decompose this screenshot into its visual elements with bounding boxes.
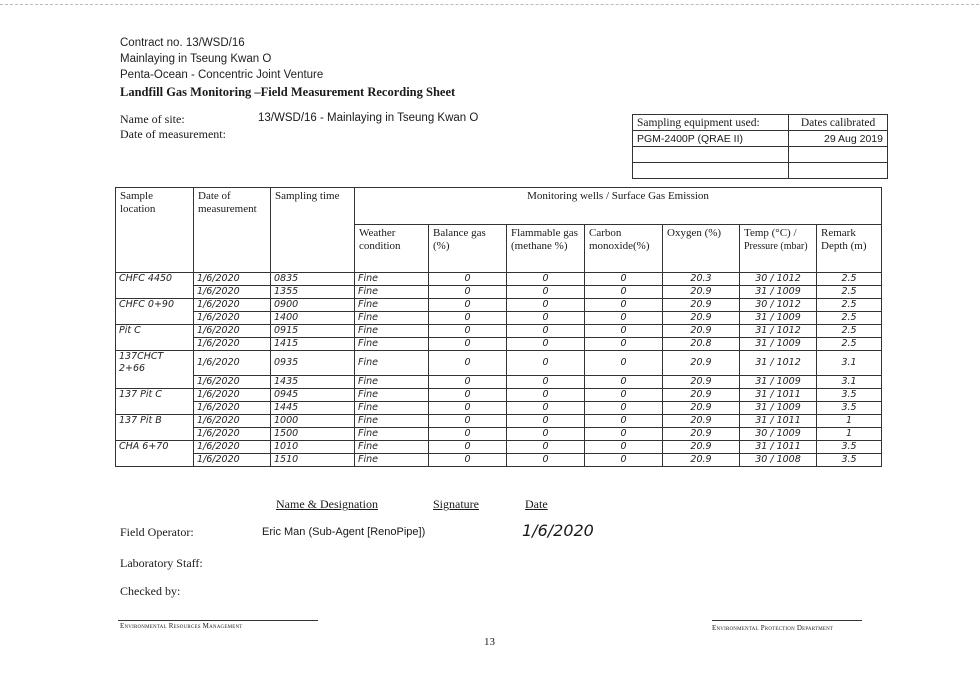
flammable-gas-cell: 0 <box>507 388 585 401</box>
carbon-monoxide-cell: 0 <box>585 427 663 440</box>
balance-gas-cell: 0 <box>429 338 507 351</box>
oxygen-cell: 20.9 <box>663 440 740 453</box>
oxygen-cell: 20.9 <box>663 388 740 401</box>
date-heading: Date <box>525 497 548 511</box>
footer-rule-left <box>118 620 318 621</box>
flammable-gas-cell: 0 <box>507 312 585 325</box>
equipment-table <box>632 114 888 179</box>
carbon-monoxide-cell: 0 <box>585 401 663 414</box>
temp-pressure-cell: 31 / 1011 <box>740 440 817 453</box>
temp-pressure-cell: 31 / 1009 <box>740 338 817 351</box>
col-temp-label: Temp (°C) / <box>744 227 797 240</box>
balance-gas-cell: 0 <box>429 312 507 325</box>
remark-depth-cell: 3.5 <box>817 440 882 453</box>
sample-location-cell <box>116 401 194 414</box>
sampling-time-cell: 1500 <box>271 427 355 440</box>
temp-pressure-cell: 31 / 1011 <box>740 388 817 401</box>
field-operator-date: 1/6/2020 <box>522 521 594 540</box>
oxygen-cell: 20.9 <box>663 325 740 338</box>
measurement-date-cell: 1/6/2020 <box>194 273 271 286</box>
col-weather: Weather condition <box>355 225 429 273</box>
measurement-date-cell: 1/6/2020 <box>194 453 271 466</box>
weather-cell: Fine <box>355 351 429 376</box>
sheet-title: Landfill Gas Monitoring –Field Measurement Recording Sheet <box>120 85 456 99</box>
oxygen-cell: 20.9 <box>663 312 740 325</box>
weather-cell: Fine <box>355 414 429 427</box>
table-row <box>116 401 882 414</box>
measurement-date-cell: 1/6/2020 <box>194 351 271 376</box>
temp-pressure-cell: 31 / 1009 <box>740 312 817 325</box>
table-row <box>116 414 882 427</box>
measurement-date-cell: 1/6/2020 <box>194 427 271 440</box>
weather-cell: Fine <box>355 312 429 325</box>
table-row <box>116 325 882 338</box>
weather-cell: Fine <box>355 453 429 466</box>
weather-cell: Fine <box>355 375 429 388</box>
sample-location-cell <box>116 312 194 325</box>
balance-gas-cell: 0 <box>429 453 507 466</box>
contract-number: Contract no. 13/WSD/16 <box>120 37 245 49</box>
table-row <box>116 351 882 376</box>
sampling-time-cell: 1010 <box>271 440 355 453</box>
weather-cell: Fine <box>355 427 429 440</box>
measurement-date-cell: 1/6/2020 <box>194 286 271 299</box>
balance-gas-cell: 0 <box>429 325 507 338</box>
measurement-date-cell: 1/6/2020 <box>194 414 271 427</box>
flammable-gas-cell: 0 <box>507 338 585 351</box>
temp-pressure-cell: 31 / 1009 <box>740 286 817 299</box>
temp-pressure-cell: 31 / 1009 <box>740 375 817 388</box>
carbon-monoxide-cell: 0 <box>585 273 663 286</box>
sample-location-cell <box>116 375 194 388</box>
page-number: 13 <box>484 636 495 648</box>
sampling-time-cell: 1435 <box>271 375 355 388</box>
col-temp-pressure <box>740 225 817 273</box>
col-flammable-gas: Flammable gas (methane %) <box>507 225 585 273</box>
col-carbon-monoxide: Carbon monoxide(%) <box>585 225 663 273</box>
table-row <box>116 388 882 401</box>
temp-pressure-cell: 31 / 1009 <box>740 401 817 414</box>
flammable-gas-cell: 0 <box>507 325 585 338</box>
laboratory-staff-label: Laboratory Staff: <box>120 556 203 570</box>
carbon-monoxide-cell: 0 <box>585 414 663 427</box>
sampling-time-cell: 1355 <box>271 286 355 299</box>
balance-gas-cell: 0 <box>429 427 507 440</box>
carbon-monoxide-cell: 0 <box>585 325 663 338</box>
sampling-time-cell: 1445 <box>271 401 355 414</box>
carbon-monoxide-cell: 0 <box>585 338 663 351</box>
oxygen-cell: 20.8 <box>663 338 740 351</box>
remark-depth-cell: 2.5 <box>817 325 882 338</box>
remark-depth-cell: 2.5 <box>817 273 882 286</box>
flammable-gas-cell: 0 <box>507 414 585 427</box>
balance-gas-cell: 0 <box>429 375 507 388</box>
empty-cell <box>633 147 789 163</box>
flammable-gas-cell: 0 <box>507 453 585 466</box>
sample-location-cell: CHFC 4450 <box>116 273 194 286</box>
col-oxygen: Oxygen (%) <box>663 225 740 273</box>
temp-pressure-cell: 31 / 1011 <box>740 414 817 427</box>
footer-right: Environmental Protection Department <box>712 624 834 632</box>
remark-depth-cell: 2.5 <box>817 299 882 312</box>
weather-cell: Fine <box>355 325 429 338</box>
balance-gas-cell: 0 <box>429 414 507 427</box>
project-name: Mainlaying in Tseung Kwan O <box>120 53 272 65</box>
carbon-monoxide-cell: 0 <box>585 351 663 376</box>
col-date-of-measurement: Date of measurement <box>194 188 271 273</box>
flammable-gas-cell: 0 <box>507 375 585 388</box>
oxygen-cell: 20.9 <box>663 401 740 414</box>
balance-gas-cell: 0 <box>429 351 507 376</box>
table-row <box>116 299 882 312</box>
temp-pressure-cell: 30 / 1012 <box>740 273 817 286</box>
flammable-gas-cell: 0 <box>507 299 585 312</box>
table-row <box>116 338 882 351</box>
flammable-gas-cell: 0 <box>507 427 585 440</box>
sample-location-cell <box>116 453 194 466</box>
balance-gas-cell: 0 <box>429 273 507 286</box>
sampling-time-cell: 0900 <box>271 299 355 312</box>
measurement-date-label: Date of measurement: <box>120 127 226 141</box>
empty-cell <box>789 163 888 179</box>
remark-depth-cell: 2.5 <box>817 312 882 325</box>
col-sampling-time: Sampling time <box>271 188 355 273</box>
oxygen-cell: 20.9 <box>663 414 740 427</box>
equipment-used-value: PGM-2400P (QRAE II) <box>633 131 789 147</box>
col-remark <box>817 225 882 273</box>
temp-pressure-cell: 30 / 1008 <box>740 453 817 466</box>
flammable-gas-cell: 0 <box>507 273 585 286</box>
sampling-time-cell: 1000 <box>271 414 355 427</box>
weather-cell: Fine <box>355 440 429 453</box>
measurement-date-cell: 1/6/2020 <box>194 325 271 338</box>
equipment-used-label: Sampling equipment used: <box>633 115 789 131</box>
remark-depth-cell: 1 <box>817 414 882 427</box>
weather-cell: Fine <box>355 401 429 414</box>
scan-top-edge <box>0 4 979 5</box>
col-remark-label: Remark <box>821 227 856 240</box>
table-row <box>116 440 882 453</box>
table-row <box>116 273 882 286</box>
measurement-table <box>115 187 882 467</box>
flammable-gas-cell: 0 <box>507 440 585 453</box>
weather-cell: Fine <box>355 299 429 312</box>
measurement-date-cell: 1/6/2020 <box>194 338 271 351</box>
empty-cell <box>789 147 888 163</box>
weather-cell: Fine <box>355 388 429 401</box>
oxygen-cell: 20.9 <box>663 427 740 440</box>
sampling-time-cell: 0835 <box>271 273 355 286</box>
carbon-monoxide-cell: 0 <box>585 312 663 325</box>
flammable-gas-cell: 0 <box>507 286 585 299</box>
field-operator-name: Eric Man (Sub-Agent [RenoPipe]) <box>262 526 426 538</box>
temp-pressure-cell: 30 / 1009 <box>740 427 817 440</box>
balance-gas-cell: 0 <box>429 401 507 414</box>
measurement-date-cell: 1/6/2020 <box>194 312 271 325</box>
oxygen-cell: 20.9 <box>663 375 740 388</box>
remark-depth-cell: 2.5 <box>817 338 882 351</box>
contractor-name: Penta-Ocean - Concentric Joint Venture <box>120 69 324 81</box>
table-row <box>116 375 882 388</box>
oxygen-cell: 20.9 <box>663 453 740 466</box>
oxygen-cell: 20.9 <box>663 351 740 376</box>
table-row <box>116 286 882 299</box>
carbon-monoxide-cell: 0 <box>585 299 663 312</box>
sample-location-cell <box>116 338 194 351</box>
checked-by-label: Checked by: <box>120 584 181 598</box>
sample-location-cell: Pit C <box>116 325 194 338</box>
remark-depth-cell: 3.1 <box>817 375 882 388</box>
group-monitoring-wells: Monitoring wells / Surface Gas Emission <box>355 188 882 225</box>
sampling-time-cell: 0945 <box>271 388 355 401</box>
footer-rule-right <box>712 620 862 621</box>
remark-depth-cell: 3.1 <box>817 351 882 376</box>
sampling-time-cell: 0935 <box>271 351 355 376</box>
sampling-time-cell: 1510 <box>271 453 355 466</box>
col-depth-label: Depth (m) <box>821 240 867 253</box>
remark-depth-cell: 3.5 <box>817 401 882 414</box>
flammable-gas-cell: 0 <box>507 401 585 414</box>
sample-location-cell: 137CHCT 2+66 <box>116 351 194 376</box>
signature-heading: Signature <box>433 497 479 511</box>
site-name-label: Name of site: <box>120 112 185 126</box>
oxygen-cell: 20.9 <box>663 299 740 312</box>
measurement-date-cell: 1/6/2020 <box>194 388 271 401</box>
footer-left: Environmental Resources Management <box>120 622 243 630</box>
col-balance-gas: Balance gas (%) <box>429 225 507 273</box>
oxygen-cell: 20.3 <box>663 273 740 286</box>
carbon-monoxide-cell: 0 <box>585 453 663 466</box>
sample-location-cell: 137 Pit C <box>116 388 194 401</box>
col-pressure-label: Pressure (mbar) <box>744 241 808 253</box>
sampling-time-cell: 0915 <box>271 325 355 338</box>
oxygen-cell: 20.9 <box>663 286 740 299</box>
balance-gas-cell: 0 <box>429 388 507 401</box>
col-sample-location: Sample location <box>116 188 194 273</box>
remark-depth-cell: 3.5 <box>817 388 882 401</box>
table-row <box>116 312 882 325</box>
sampling-time-cell: 1400 <box>271 312 355 325</box>
weather-cell: Fine <box>355 286 429 299</box>
flammable-gas-cell: 0 <box>507 351 585 376</box>
measurement-date-cell: 1/6/2020 <box>194 401 271 414</box>
temp-pressure-cell: 31 / 1012 <box>740 351 817 376</box>
sampling-time-cell: 1415 <box>271 338 355 351</box>
sample-location-cell: CHA 6+70 <box>116 440 194 453</box>
remark-depth-cell: 2.5 <box>817 286 882 299</box>
balance-gas-cell: 0 <box>429 299 507 312</box>
dates-calibrated-value: 29 Aug 2019 <box>789 131 888 147</box>
empty-cell <box>633 163 789 179</box>
weather-cell: Fine <box>355 273 429 286</box>
carbon-monoxide-cell: 0 <box>585 388 663 401</box>
dates-calibrated-label: Dates calibrated <box>789 115 888 131</box>
temp-pressure-cell: 31 / 1012 <box>740 325 817 338</box>
weather-cell: Fine <box>355 338 429 351</box>
balance-gas-cell: 0 <box>429 286 507 299</box>
site-name-value: 13/WSD/16 - Mainlaying in Tseung Kwan O <box>258 112 479 124</box>
field-operator-label: Field Operator: <box>120 525 194 539</box>
sample-location-cell: 137 Pit B <box>116 414 194 427</box>
table-row <box>116 427 882 440</box>
sample-location-cell <box>116 286 194 299</box>
table-row <box>116 453 882 466</box>
sample-location-cell <box>116 427 194 440</box>
temp-pressure-cell: 30 / 1012 <box>740 299 817 312</box>
carbon-monoxide-cell: 0 <box>585 286 663 299</box>
remark-depth-cell: 3.5 <box>817 453 882 466</box>
measurement-date-cell: 1/6/2020 <box>194 375 271 388</box>
sample-location-cell: CHFC 0+90 <box>116 299 194 312</box>
balance-gas-cell: 0 <box>429 440 507 453</box>
name-designation-heading: Name & Designation <box>276 497 378 511</box>
measurement-date-cell: 1/6/2020 <box>194 299 271 312</box>
carbon-monoxide-cell: 0 <box>585 375 663 388</box>
measurement-date-cell: 1/6/2020 <box>194 440 271 453</box>
remark-depth-cell: 1 <box>817 427 882 440</box>
carbon-monoxide-cell: 0 <box>585 440 663 453</box>
